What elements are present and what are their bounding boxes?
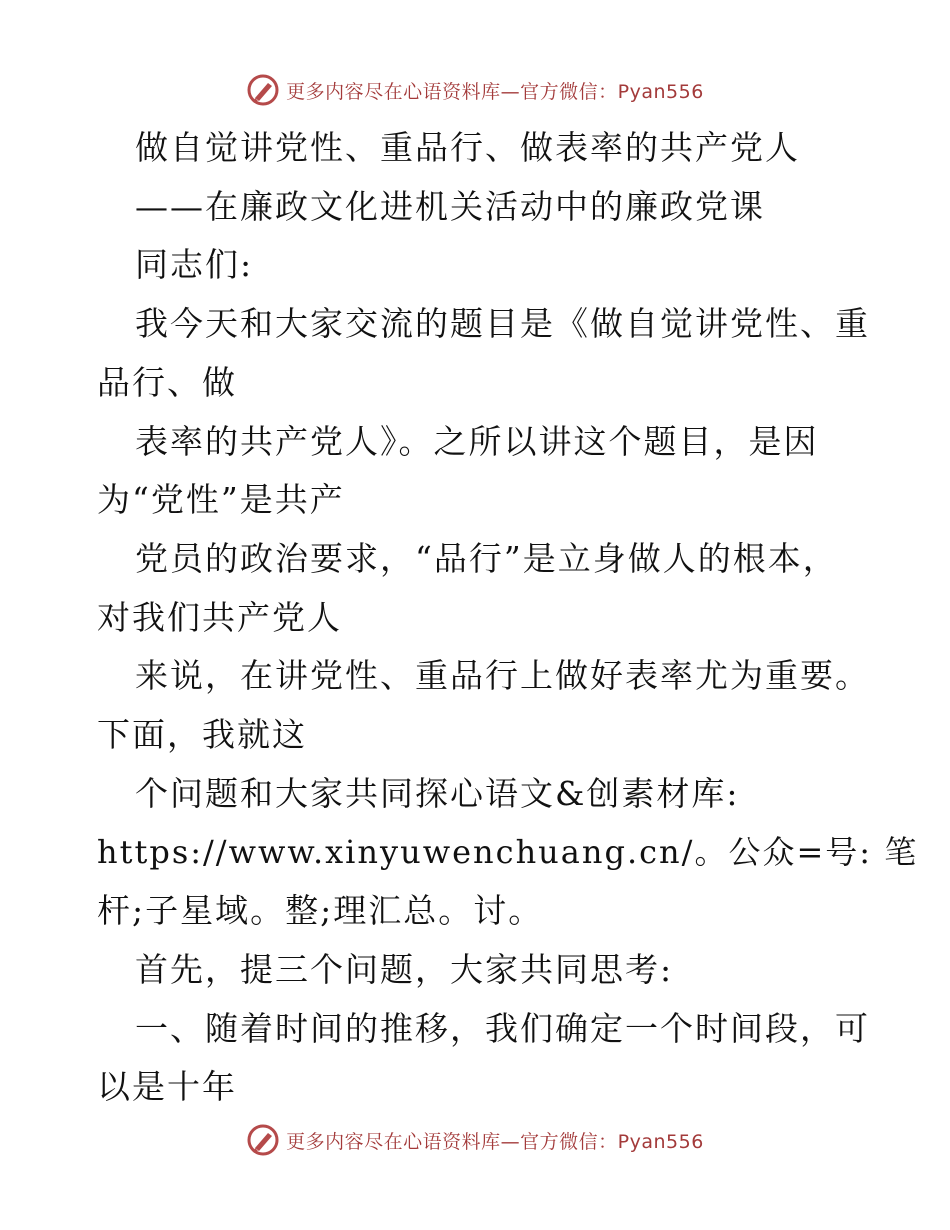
footer-watermark (0, 1120, 950, 1160)
text-line: 下面，我就这 (97, 715, 307, 754)
text-line: 一、随着时间的推移，我们确定一个时间段，可 (135, 1009, 870, 1048)
text-line: 做自觉讲党性、重品行、做表率的共产党人 (135, 128, 800, 167)
text-line: 来说，在讲党性、重品行上做好表率尤为重要。 (135, 656, 870, 695)
text-line: https://www.xinyuwenchuang.cn/。公众=号: 笔 (97, 833, 919, 871)
text-line: 首先，提三个问题，大家共同思考: (135, 950, 674, 989)
text-line: 表率的共产党人》。之所以讲这个题目，是因 (135, 422, 819, 461)
text-line: 对我们共产党人 (97, 598, 342, 637)
text-line: 我今天和大家交流的题目是《做自觉讲党性、重 (135, 304, 870, 343)
text-line: 品行、做 (97, 363, 237, 402)
text-line: 以是十年 (97, 1067, 237, 1106)
text-line: 个问题和大家共同探心语文&创素材库: (135, 774, 740, 813)
text-line: 党员的政治要求，“品行”是立身做人的根本， (135, 539, 838, 578)
text-line: 为“党性”是共产 (97, 480, 345, 519)
watermark-text: 更多内容尽在心语资料库—官方微信：Pyan556 (286, 1130, 704, 1153)
pen-logo-icon (246, 1123, 280, 1157)
text-line: 杆;子星域。整;理汇总。讨。 (97, 891, 544, 930)
text-line: 同志们: (135, 245, 254, 284)
watermark-text: 更多内容尽在心语资料库—官方微信：Pyan556 (286, 80, 704, 103)
text-line: ——在廉政文化进机关活动中的廉政党课 (135, 187, 765, 226)
